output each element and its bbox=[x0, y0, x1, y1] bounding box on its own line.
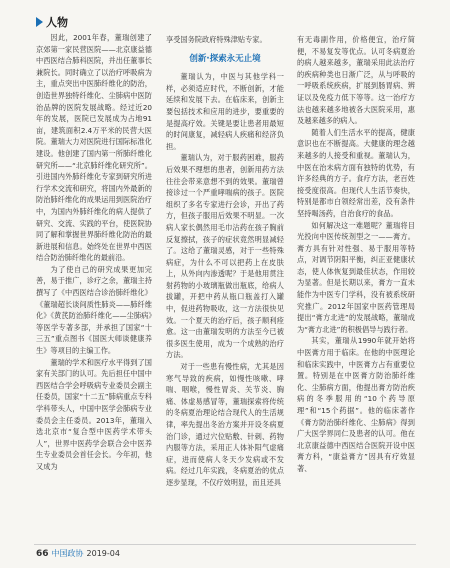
arrow-icon bbox=[36, 17, 43, 27]
paragraph: 随着人们生活水平的提高，健康意识也在不断提高。大健康的理念越来越多的人接受和重视。董瑞认为，中医在治未病方面有独特的优势，有许多经典的方子。食疗方法，老百姓接受度很高。但现代人生活节奏快，特别是都市白领经常出差，没有条件坚持喝汤药，自治食疗的食品。 bbox=[297, 127, 415, 218]
section-tag bbox=[36, 14, 68, 30]
paragraph: 其实，董瑞从1990年就开始将中医膏方用于临床。在他的中医理论和临床实践中，中医膏方占有重要位置。特别是在中医膏方防治肺纤维化、尘肺病方面，他提出膏方防治疾病的冬季服用的“10个药导原理”和“15个药据”。他的临床著作《膏方防治肺纤维化、尘肺病》得到广大医学界同仁及患者的认可。他在北京康益德中西医结合医院开设中医膏方科，“康益膏方”因具有疗效显著、 bbox=[297, 336, 415, 473]
section-subheading: 创新·探索永无止境 bbox=[189, 53, 261, 64]
paragraph: 董瑞的学术和医疗水平得到了国家有关部门的认可。先后担任中国中西医结合学会呼吸病专业委员会副主任委员，国家“十二五”肺病重点专科学科带头人，中国中医学会肺病专业委员会主任委员。2013年，董瑞入选北京市“复合型中医药学术带头人”，世界中医药学会联合会中医养生专业委员会首任会长。今年初，他又成为 bbox=[36, 357, 152, 471]
article-column-2 bbox=[166, 34, 284, 489]
section-label: 人物 bbox=[46, 16, 68, 29]
article-column-1 bbox=[36, 32, 152, 473]
paragraph: 如何解决这一难题呢？董瑞将目光投向中医传统剂型之一——膏方。膏方具有针对性强、易于服用等特点，对调节阴阳平衡，纠正亚健康状态，使人体恢复到最佳状态，作用较为显著。但是长期以来，膏方一直未能作为中医专门学科，没有被系统研究推广。2012年国家中医药管理局提出“膏方北进”的发展战略，董瑞成为“膏方北进”的积极倡导与践行者。 bbox=[297, 220, 415, 334]
paragraph: 因此，2001年春，董瑞创建了京郊第一家民营医院——北京康益德中西医结合肺科医院，并出任董事长兼院长。同时确立了以治疗呼吸病为主，重点突出中医肺纤维化的防治，创造世界独特纤维化、尘肺病中医防治品牌的医院发展战略。经过近20年的发展，医院已发展成为占地91亩，建筑面积2.4万平米的民营大医院。董瑞大力对医院进行国际标准化建设。他创建了国内第一所肺纤维化研究所——“北京肺纤维化研究所”。引进国内外肺纤维化专家到研究所进行学术交流和研究，将国内外最新的防治肺纤维化的成果运用到医院治疗中，为国内外肺纤维化的病人提供了研究、交流、实践的平台，使医院协同了解和掌握世界肺纤维化防治的最新进展和信息。始终处在世界中西医结合防治肺纤维化的最前沿。 bbox=[36, 33, 152, 263]
article-column-3 bbox=[297, 34, 415, 475]
paragraph: 董瑞认为，对于服药困难，服药后效果不理想的患者，创新用药方法往往会带来意想不到的效果。董瑞曾接诊过一个严重哮喘病的孩子。医院组织了多名专家进行会诊，开出了药方，但孩子服用后效果不明显。一次病人家长偶然用毛巾沾药在孩子胸前反复擦拭，孩子的症状竟然明显减轻了。这给了董瑞灵感，对于一些特殊病症，为什么不可以把药上在皮肤上，从外向内渗透呢？于是他用贯注射药物的小玻璃瓶做出瓶底，给病人拔罐，开把中药从瓶口瓶盖打入罐中，促进药物吸收，这一方法很快见效。一个夏天的治疗后，孩子顺利痊愈。这一由董瑞发明的方法至今已被很多医生使用，成为一个成熟的治疗方法。 bbox=[166, 153, 284, 360]
page-footer bbox=[36, 548, 120, 559]
paragraph: 对于一些患有慢性病，尤其是因寒气导致的疾病，如慢性咳嗽、哮喘、咽喉，慢性胃炎、关节炎、胸痛、体虚易感冒等，董瑞探索将传统的冬病夏治理论结合现代人的生活规律，率先提出冬治方案并开设冬病夏治门诊，通过穴位贴敷、针刺、药物内服等方法，采用正人体补阳气虚痛症，进而使病人冬天少发病或不发病。经过几年实践，冬病夏治的优点逐步显现，不仅疗效明显，而且还具 bbox=[166, 362, 284, 487]
footer-divider bbox=[34, 544, 416, 545]
magazine-name: 中国政协 bbox=[51, 549, 84, 558]
paragraph: 董瑞认为，中医与其他学科一样，必须适应时代，不断创新，才能延续和发展下去。在临床来，创新主要包括技术和应用的进步，要重要的是提高疗效。关键是要让患者用最短的时间康复，减轻病人疾痛和经济负担。 bbox=[166, 72, 284, 151]
issue-number: 2019-04 bbox=[86, 549, 120, 558]
paragraph: 有无毒副作用，价格便宜，治疗简便，不易复发等优点。认可冬病夏治的病人越来越多，董瑞采用此法治疗的疾病种类也日渐广泛，从与呼吸的一呼吸系统疾病，扩展到肠胃病、辨证以及免疫力低下等等。这一治疗方法也越来越多地被各大医院采用，惠及越来越多的病人。 bbox=[297, 35, 415, 126]
paragraph: 为了使自己的研究成果更加完善，易于推广，诊疗之余，董瑞主持撰写了《中西医结合诊治肺纤维化》《董瑞超长谈间质性肺炎——肺纤维化》《黄芪防治肺纤维化——尘肺病》等医学专著多部，并承担了国家“十三五”重点图书《国医大师谈健康养生》等项目的主编工作。 bbox=[36, 264, 152, 356]
page-number: 66 bbox=[36, 549, 49, 559]
paragraph: 享受国务院政府特殊津贴专家。 bbox=[166, 35, 267, 44]
